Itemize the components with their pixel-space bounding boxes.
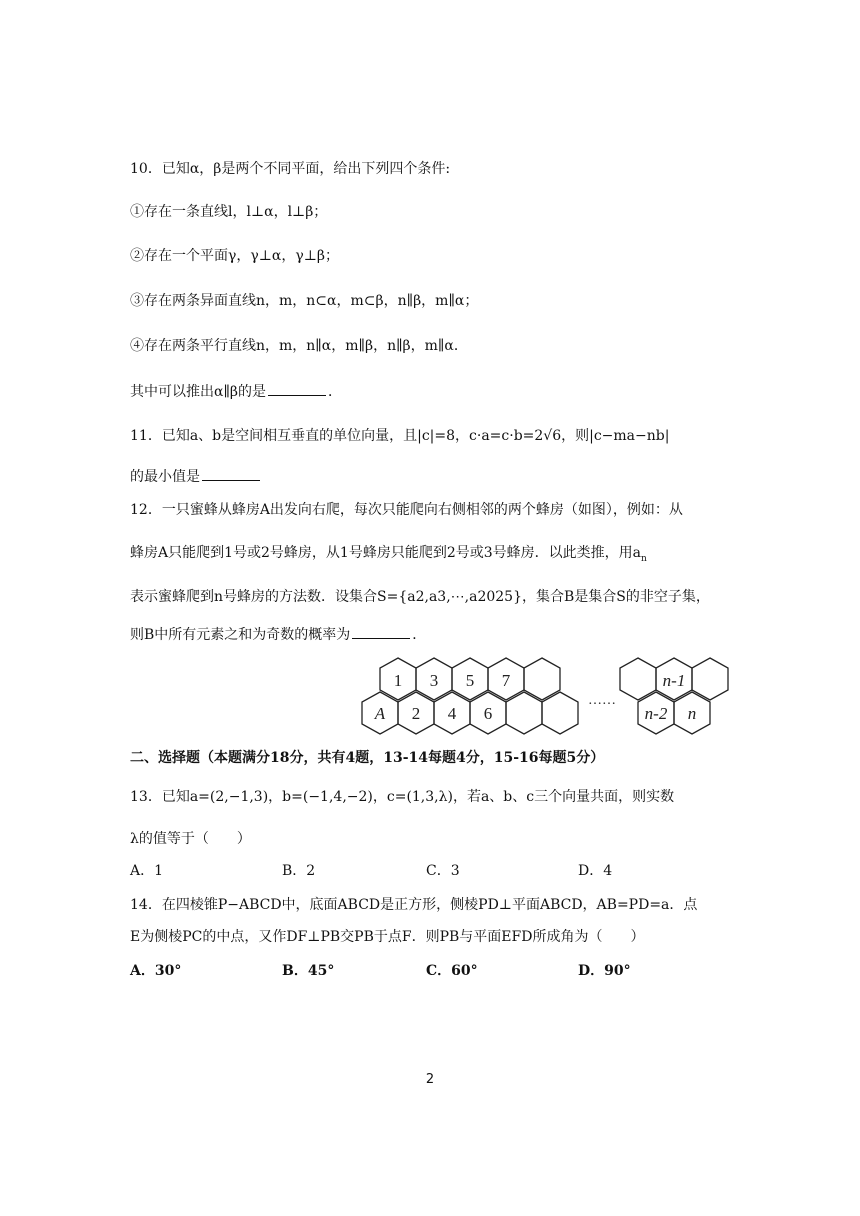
hex-label-1: 1: [393, 671, 403, 690]
page-number: 2: [425, 1072, 435, 1087]
q12-line-2: [130, 542, 647, 570]
section-2-title: 二、选择题（本题满分18分，共有4题，13-14每题4分，15-16每题5分）: [130, 750, 605, 766]
q10-question-text: 其中可以推出α∥β的是: [130, 384, 267, 400]
q12-line-4: [130, 624, 426, 646]
honeycomb-figure: [358, 656, 738, 738]
q13-option-a[interactable]: A．1: [130, 863, 164, 879]
q12-line-4-text: 则B中所有元素之和为奇数的概率为: [130, 627, 351, 643]
hex-label-2: 2: [411, 704, 421, 723]
q11-answer-blank[interactable]: [202, 466, 260, 481]
q11-line-2: [130, 466, 262, 488]
q14-line-1: 14．在四棱锥P−ABCD中，底面ABCD是正方形，侧棱PD⊥平面ABCD，AB=PD=a．点: [130, 897, 698, 913]
q12-line-4-end: ．: [412, 627, 427, 643]
hex-bottom-blank-2: [542, 692, 578, 734]
q12-answer-blank[interactable]: [352, 624, 410, 639]
q14-option-a[interactable]: A．30°: [130, 963, 182, 979]
q12-line-2-text: 蜂房A只能爬到1号或2号蜂房，从1号蜂房只能爬到2号或3号蜂房．以此类推，用a: [130, 545, 641, 561]
q14-option-b[interactable]: B．45°: [282, 963, 335, 979]
hex-right-top-blank-1: [620, 658, 656, 700]
q14-line-2: E为侧棱PC的中点，又作DF⊥PB交PB于点F．则PB与平面EFD所成角为（ ）: [130, 929, 645, 945]
hex-label-n-2: n-2: [644, 704, 668, 723]
q10-condition-1: ①存在一条直线l，l⊥α，l⊥β；: [130, 204, 328, 220]
q12-line-3: 表示蜜蜂爬到n号蜂房的方法数．设集合S={a2,a3,⋯,a2025}，集合B是集合S的非空子集，: [130, 589, 710, 605]
q13-line-2: λ的值等于（ ）: [130, 831, 251, 847]
q11-line-1: 11．已知a、b是空间相互垂直的单位向量，且|c|=8，c·a=c·b=2√6，则|c−ma−nb|: [130, 428, 670, 444]
q10-question-end: ．: [328, 384, 343, 400]
q13-option-b[interactable]: B．2: [282, 863, 316, 879]
q13-option-c[interactable]: C．3: [426, 863, 460, 879]
q12-line-1: 12．一只蜜蜂从蜂房A出发向右爬，每次只能爬向右侧相邻的两个蜂房（如图），例如：从: [130, 502, 683, 518]
q10-condition-2: ②存在一个平面γ，γ⊥α，γ⊥β；: [130, 248, 339, 264]
hex-right-top-blank-2: [692, 658, 728, 700]
hex-top-blank-1: [524, 658, 560, 700]
q10-condition-4: ④存在两条平行直线n，m，n∥α，m∥β，n∥β，m∥α．: [130, 338, 468, 354]
q10-stem: 10．已知α，β是两个不同平面，给出下列四个条件:: [130, 161, 451, 177]
hex-bottom-blank-1: [506, 692, 542, 734]
hex-label-7: 7: [501, 671, 511, 690]
hex-label-n: n: [687, 704, 697, 723]
q10-condition-3: ③存在两条异面直线n，m，n⊂α，m⊂β，n∥β，m∥α；: [130, 293, 479, 309]
hex-label-3: 3: [429, 671, 439, 690]
q14-option-d[interactable]: D．90°: [578, 963, 631, 979]
q13-option-d[interactable]: D．4: [578, 863, 613, 879]
hex-label-5: 5: [465, 671, 475, 690]
q13-line-1: 13．已知a=(2,−1,3)，b=(−1,4,−2)，c=(1,3,λ)，若a、b、c三个向量共面，则实数: [130, 789, 675, 805]
q11-line-2-text: 的最小值是: [130, 469, 200, 485]
q10-question: [130, 381, 342, 403]
hex-dots: ……: [588, 693, 616, 708]
q12-line-2-subscript: n: [641, 554, 647, 564]
q10-answer-blank[interactable]: [268, 381, 326, 396]
hex-label-4: 4: [447, 704, 457, 723]
hex-label-A: A: [374, 704, 386, 723]
hex-label-n-1: n-1: [662, 671, 686, 690]
hex-label-6: 6: [483, 704, 493, 723]
q14-option-c[interactable]: C．60°: [426, 963, 478, 979]
